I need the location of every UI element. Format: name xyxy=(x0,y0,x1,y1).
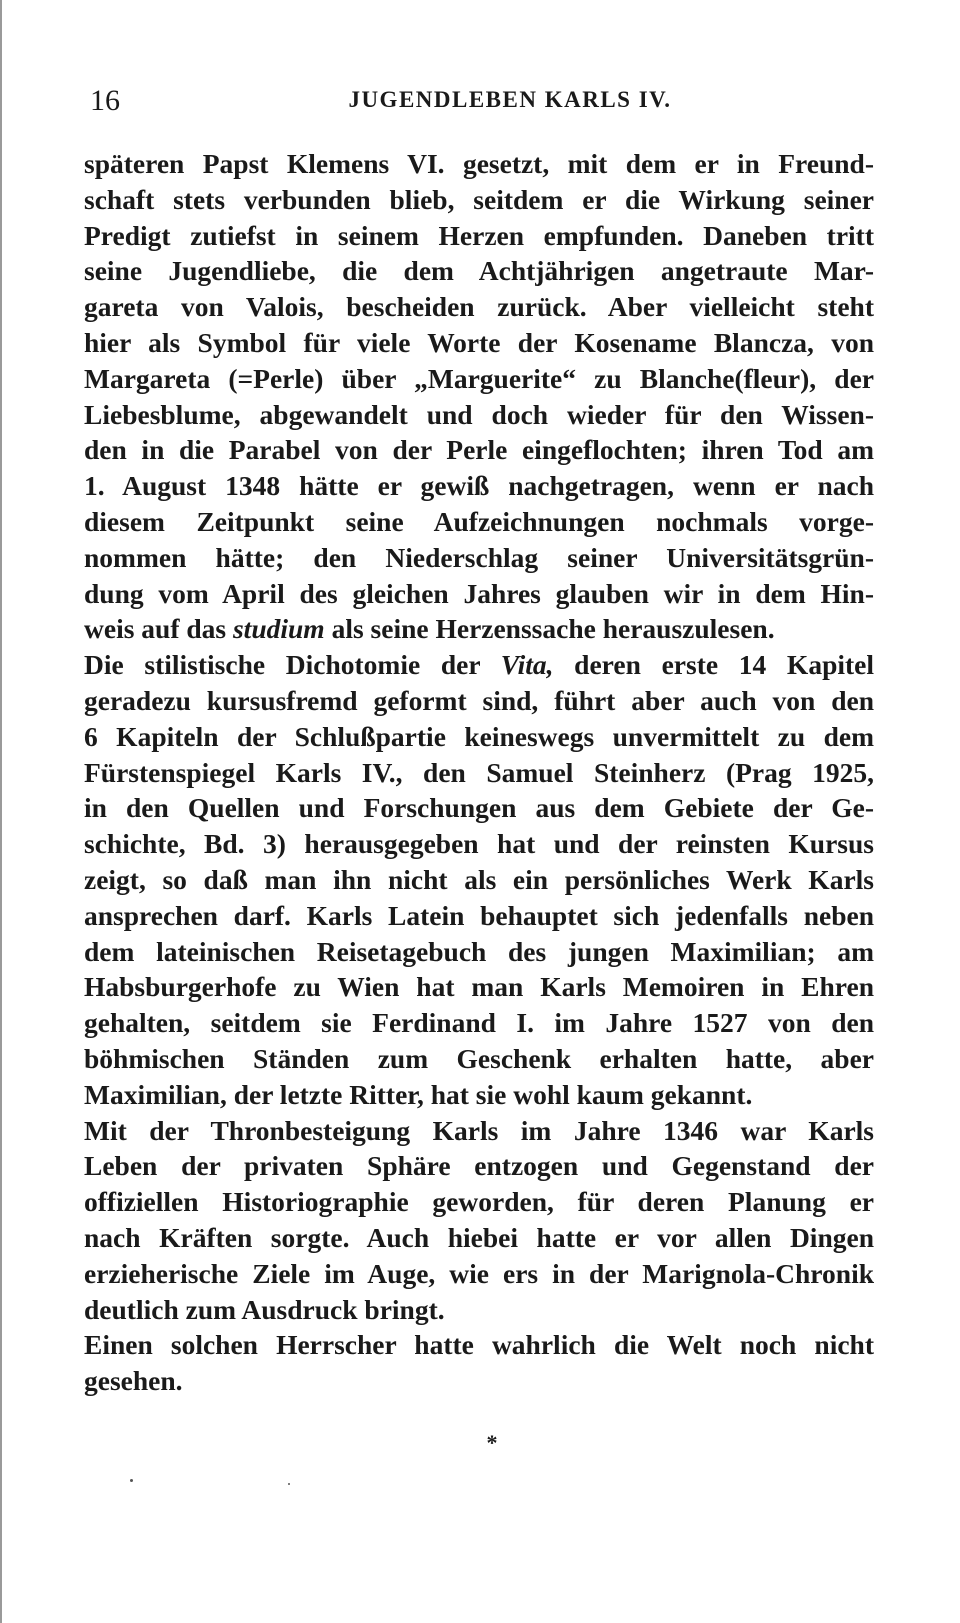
text-line: dung vom April des gleichen Jahres glauben wir in dem Hin- xyxy=(84,577,874,609)
text-line: deutlich zum Ausdruck bringt. xyxy=(84,1293,445,1325)
text-line: 1. August 1348 hätte er gewiß nachgetragen, wenn er nach xyxy=(84,470,874,502)
text-line: böhmischen Ständen zum Geschenk erhalten hatte, aber xyxy=(84,1042,874,1074)
text-line: gesehen. xyxy=(84,1365,183,1397)
text-line: den in die Parabel von der Perle eingeflochten; ihren Tod am xyxy=(84,434,874,466)
italic-term: Vita, xyxy=(500,649,554,681)
text-line: nach Kräften sorgte. Auch hiebei hatte er vor allen Dingen xyxy=(84,1221,874,1253)
text-line: Einen solchen Herrscher hatte wahrlich die Welt noch nicht xyxy=(84,1329,874,1361)
text-line: seine Jugendliebe, die dem Achtjährigen angetraute Mar- xyxy=(84,255,874,287)
text-line: Fürstenspiegel Karls IV., den Samuel Steinherz (Prag 1925, xyxy=(84,756,874,788)
text-line: späteren Papst Klemens VI. gesetzt, mit dem er in Freund- xyxy=(84,148,874,179)
text-line: Predigt zutiefst in seinem Herzen empfunden. Daneben tritt xyxy=(84,219,874,251)
running-title: JUGENDLEBEN KARLS IV. xyxy=(348,87,672,112)
text-line: dem lateinischen Reisetagebuch des jungen Maximilian; am xyxy=(84,935,874,967)
text-line: Mit der Thronbesteigung Karls im Jahre 1346 war Karls xyxy=(84,1114,874,1146)
text-line xyxy=(84,611,874,647)
text-line: nommen hätte; den Niederschlag seiner Universitätsgrün- xyxy=(84,541,874,573)
text-line: erzieherische Ziele im Auge, wie ers in der Marignola-Chronik xyxy=(84,1257,874,1289)
text-line xyxy=(84,647,874,683)
page-header xyxy=(90,84,870,124)
text-line: in den Quellen und Forschungen aus dem Gebiete der Ge- xyxy=(84,792,874,824)
text-line: hier als Symbol für viele Worte der Kosename Blancza, von xyxy=(84,326,874,358)
text-line: Leben der privaten Sphäre entzogen und Gegenstand der xyxy=(84,1150,874,1182)
text-line: diesem Zeitpunkt seine Aufzeichnungen nochmals vorge- xyxy=(84,505,874,537)
text-line: gehalten, seitdem sie Ferdinand I. im Jahre 1527 von den xyxy=(84,1007,874,1039)
text-segment: deren erste 14 Kapitel xyxy=(553,649,875,681)
text-segment: weis auf das xyxy=(84,613,233,645)
text-segment: Die stilistische Dichotomie der xyxy=(84,649,501,681)
text-line: schaft stets verbunden blieb, seitdem er die Wirkung seiner xyxy=(84,183,874,215)
text-line: zeigt, so daß man ihn nicht als ein persönliches Werk Karls xyxy=(84,863,874,895)
text-segment: als seine Herzenssache herauszulesen. xyxy=(324,613,775,645)
page-number: 16 xyxy=(90,84,120,117)
text-line: schichte, Bd. 3) herausgegeben hat und der reinsten Kursus xyxy=(84,828,874,860)
text-line: geradezu kursusfremd geformt sind, führt aber auch von den xyxy=(84,684,874,716)
text-line: Liebesblume, abgewandelt und doch wieder für den Wissen- xyxy=(84,398,874,430)
print-speck xyxy=(288,1483,290,1485)
body-text xyxy=(84,146,874,1399)
text-line: Margareta (=Perle) über „Marguerite“ zu Blanche(fleur), der xyxy=(84,362,874,394)
end-ornament: * xyxy=(486,1430,498,1455)
italic-term: studium xyxy=(232,613,325,645)
print-speck xyxy=(130,1479,133,1482)
text-line: gareta von Valois, bescheiden zurück. Aber vielleicht steht xyxy=(84,291,874,323)
text-line: Habsburgerhofe zu Wien hat man Karls Memoiren in Ehren xyxy=(84,971,874,1003)
text-line: offiziellen Historiographie geworden, für deren Planung er xyxy=(84,1186,874,1218)
text-line: ansprechen darf. Karls Latein behauptet sich jedenfalls neben xyxy=(84,899,874,931)
text-line: Maximilian, der letzte Ritter, hat sie wohl kaum gekannt. xyxy=(84,1078,753,1110)
text-line: 6 Kapiteln der Schlußpartie keineswegs unvermittelt zu dem xyxy=(84,720,874,752)
